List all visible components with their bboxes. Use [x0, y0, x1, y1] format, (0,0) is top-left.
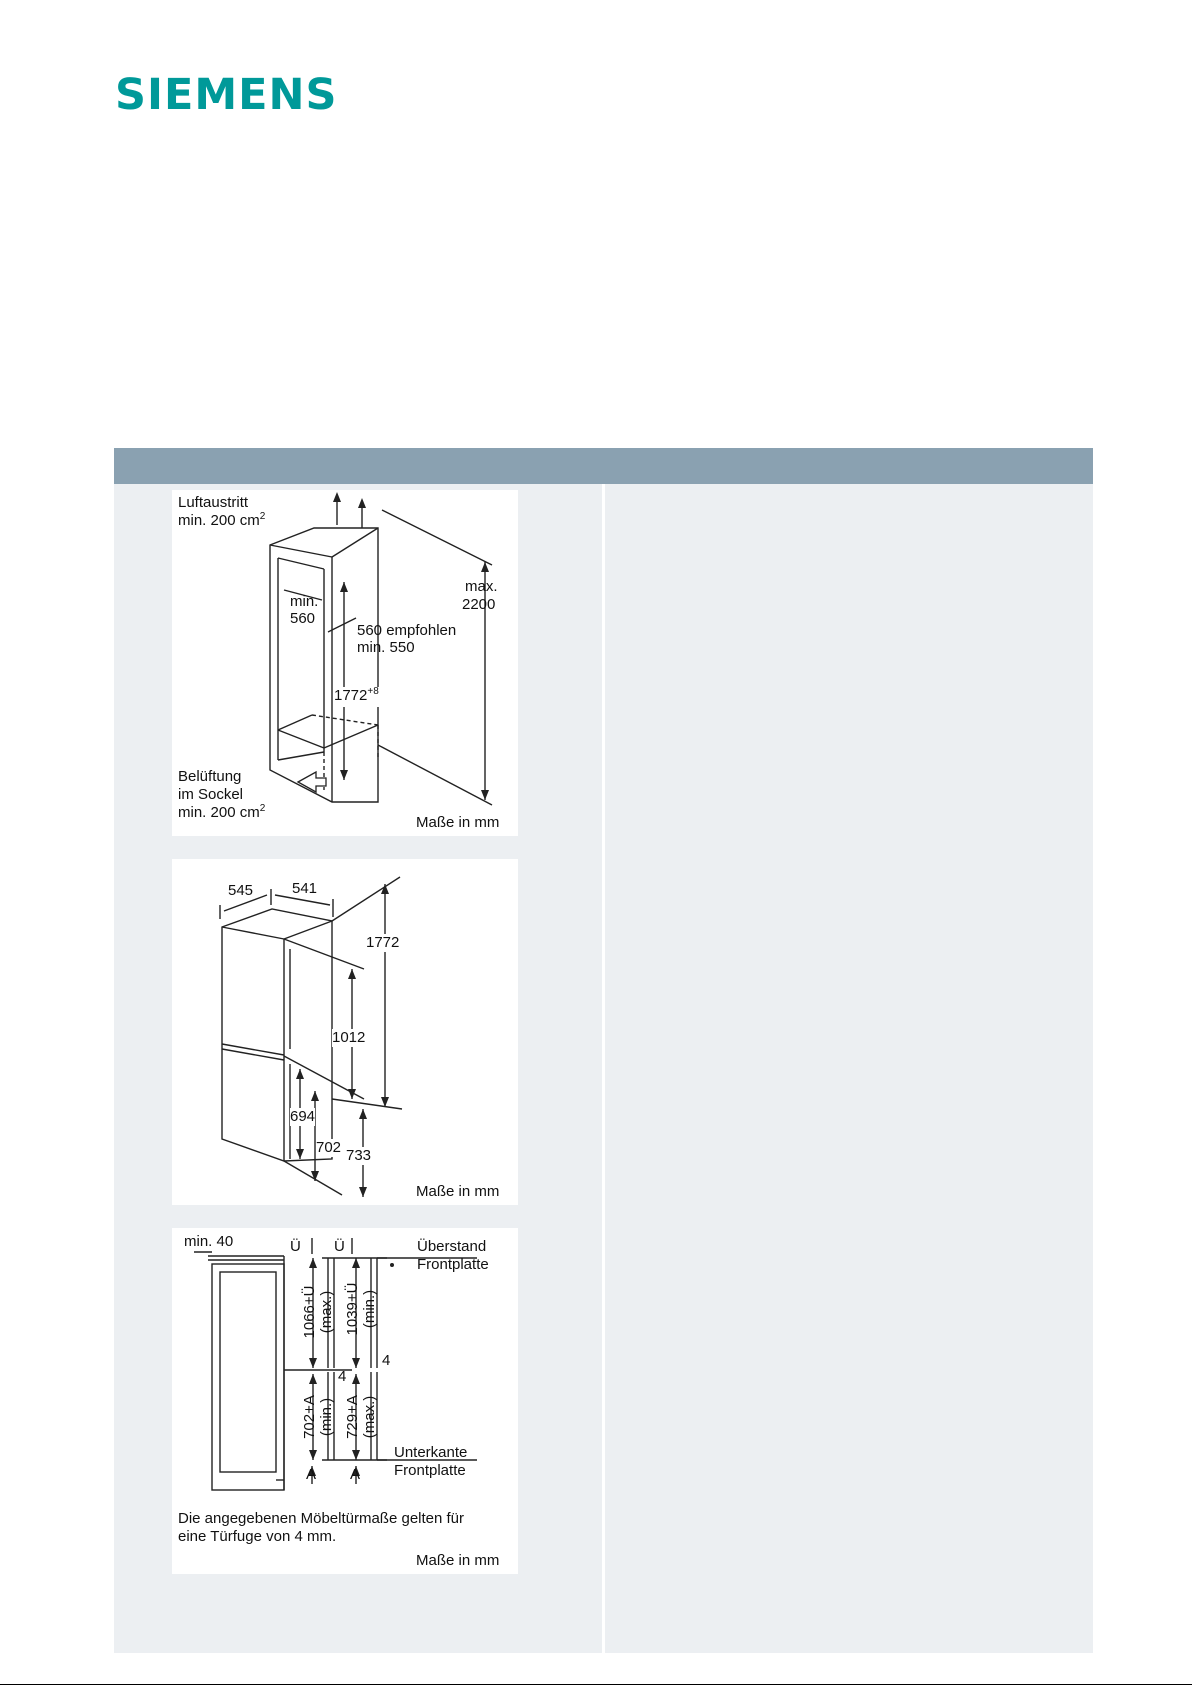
bottom-panel-label: Frontplatte: [394, 1462, 466, 1479]
height-label: 1772: [366, 934, 400, 951]
door-gap-label-1: 4: [338, 1368, 347, 1385]
lower-733-label: 733: [346, 1147, 372, 1164]
units-label: Maße in mm: [416, 814, 500, 831]
dim-729-label: 729+A (max.): [344, 1395, 378, 1439]
niche-dimensions-diagram: [172, 490, 518, 836]
door-gap-label-2: 4: [382, 1352, 391, 1369]
max-label: max.: [465, 578, 498, 595]
table-header-bar: [114, 448, 1093, 484]
air-outlet-min-label: min. 200 $cm^2$: [178, 511, 266, 529]
upper-height-label: 1012: [332, 1029, 366, 1046]
air-outlet-label: Luftaustritt: [178, 494, 249, 511]
note-line-1: Die angegebenen Möbeltürmaße gelten für: [178, 1510, 465, 1527]
right-column: [605, 484, 1093, 1653]
width-label: 541: [292, 880, 318, 897]
overhang-mark-2: Ü: [334, 1238, 345, 1255]
dim-702-label: 702+A (min.): [301, 1395, 335, 1439]
lower-702-label: 702: [316, 1139, 342, 1156]
ventilation-min-label: min. 200 $cm^2$: [178, 803, 266, 821]
ventilation-where-label: im Sockel: [178, 786, 244, 803]
bottom-edge-label: Unterkante: [394, 1444, 468, 1461]
door-dimensions-diagram: [172, 1228, 518, 1574]
note-line-2: eine Türfuge von 4 mm.: [178, 1528, 337, 1545]
lower-height-label: 694: [290, 1108, 316, 1125]
dim-1039-label: 1039+Ü (min.): [344, 1282, 378, 1336]
units-label: Maße in mm: [416, 1183, 500, 1200]
dim-1066-label: 1066+Ü (max.): [301, 1285, 335, 1339]
siemens-logo: SIEMENS: [115, 70, 338, 120]
appliance-dimensions-diagram: [172, 859, 518, 1205]
front-panel-label: Frontplatte: [417, 1256, 489, 1273]
ventilation-label: Belüftung: [178, 768, 242, 785]
recommended-min-label: min. 550: [357, 639, 415, 656]
a-mark-2: A: [350, 1466, 361, 1483]
a-mark-1: A: [306, 1466, 317, 1483]
min-label: min.: [290, 593, 319, 610]
max-value: 2200: [462, 596, 496, 613]
niche-height-label: $1772^{+8}$: [334, 687, 379, 707]
min-gap-label: min. 40: [184, 1233, 234, 1250]
min-value: 560: [290, 610, 316, 627]
units-label: Maße in mm: [416, 1552, 500, 1569]
overhang-mark-1: Ü: [290, 1238, 301, 1255]
depth-label: 545: [228, 882, 254, 899]
recommended-width-label: 560 empfohlen: [357, 622, 457, 639]
overhang-label: Überstand: [417, 1238, 487, 1255]
